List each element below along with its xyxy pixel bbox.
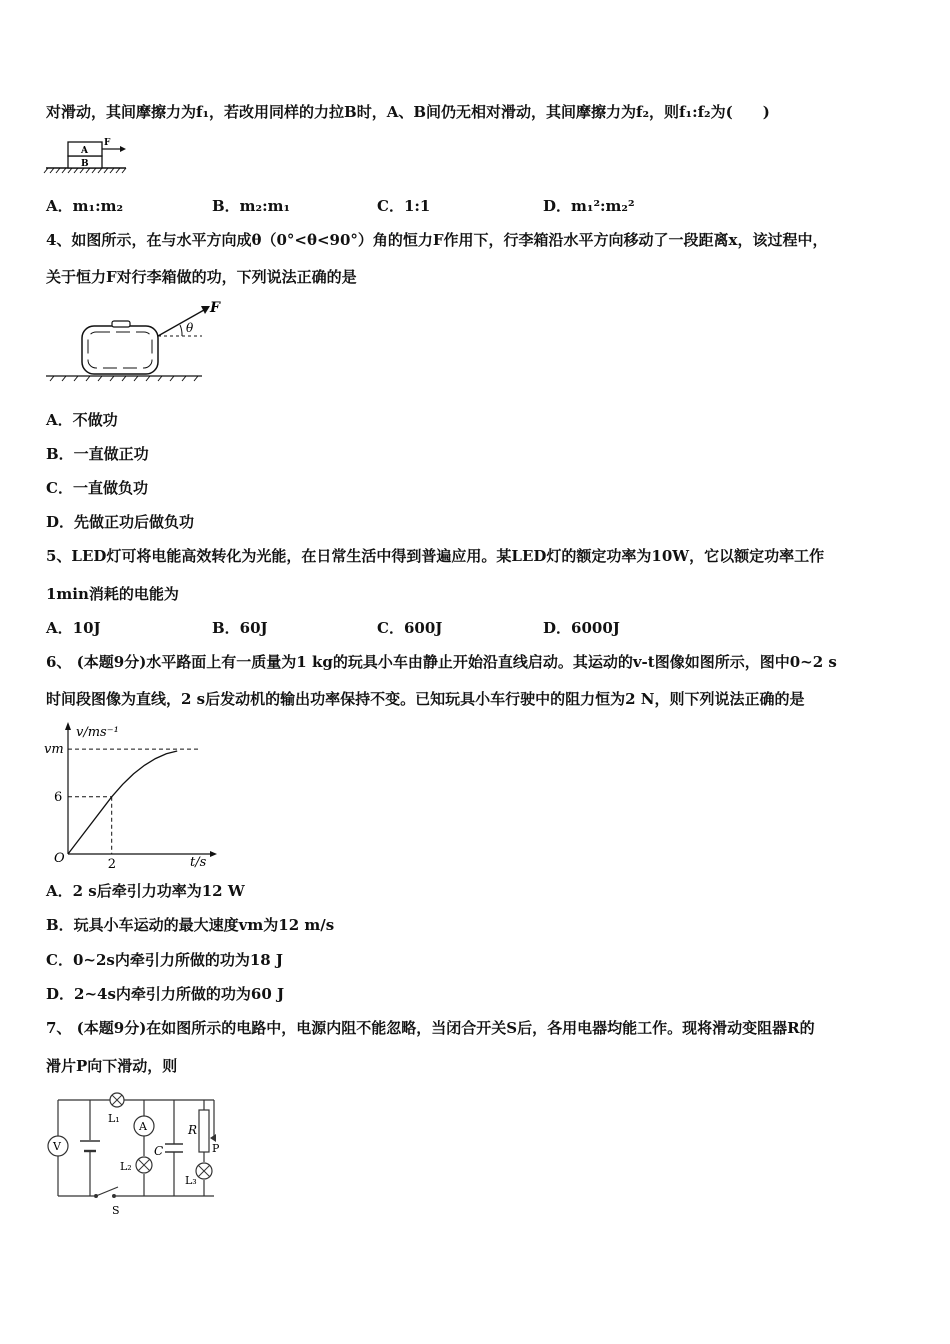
luggage-body	[82, 326, 158, 374]
q4-option-d[interactable]: D．先做正功后做负功	[46, 513, 195, 531]
q4-luggage-figure	[44, 296, 220, 386]
slider-p	[210, 1134, 216, 1142]
q5-option-c[interactable]: C．600J	[377, 619, 443, 637]
q5-stem-line2: 1min消耗的电能为	[46, 585, 179, 603]
q5-option-b[interactable]: B．60J	[212, 619, 268, 637]
q5-option-a[interactable]: A．10J	[46, 619, 101, 637]
label-force: F	[210, 300, 220, 316]
y-tick-label: 6	[54, 789, 63, 805]
q3-stem: 对滑动，其间摩擦力为f₁，若改用同样的力拉B时，A、B间仍无相对滑动，其间摩擦力为f₂，则f₁:f₂为( )	[46, 103, 770, 121]
capacitor-label: C	[154, 1144, 164, 1158]
label-a: A	[81, 146, 88, 156]
q6-option-a[interactable]: A．2 s后牵引力功率为12 W	[46, 882, 245, 900]
l1-label: L₁	[108, 1112, 120, 1125]
vm-label: vm	[44, 742, 64, 758]
ammeter-label: A	[139, 1120, 147, 1133]
q6-option-c[interactable]: C．0~2s内牵引力所做的功为18 J	[46, 951, 284, 969]
y-axis-label: v/ms⁻¹	[76, 725, 119, 740]
label-theta: θ	[186, 321, 194, 335]
q4-stem-line2: 关于恒力F对行李箱做的功，下列说法正确的是	[46, 268, 357, 286]
q4-option-c[interactable]: C．一直做负功	[46, 479, 148, 497]
slider-label: P	[212, 1142, 220, 1155]
q3-option-d[interactable]: D．m₁²:m₂²	[543, 197, 635, 215]
q3-block-figure	[44, 136, 134, 176]
q5-option-d[interactable]: D．6000J	[543, 619, 620, 637]
q3-option-a[interactable]: A．m₁:m₂	[46, 197, 124, 215]
voltmeter-label: V	[53, 1140, 61, 1153]
q7-stem-line2: 滑片P向下滑动，则	[46, 1057, 178, 1075]
label-f: F	[104, 138, 111, 148]
q5-stem-line1: 5、LED灯可将电能高效转化为光能，在日常生活中得到普遍应用。某LED灯的额定功率为10W，它以额定功率工作	[46, 547, 825, 565]
q6-stem-line2: 时间段图像为直线，2 s后发动机的输出功率保持不变。已知玩具小车行驶中的阻力恒为2 N，则下列说法正确的是	[46, 690, 805, 708]
q3-option-c[interactable]: C．1:1	[377, 197, 431, 215]
q6-vt-chart	[40, 716, 220, 872]
q6-option-d[interactable]: D．2~4s内牵引力所做的功为60 J	[46, 985, 285, 1003]
q6-option-b[interactable]: B．玩具小车运动的最大速度vm为12 m/s	[46, 916, 335, 934]
origin-label: O	[54, 851, 65, 866]
switch-label: S	[112, 1204, 120, 1217]
q6-stem-line1: 6、 (本题9分)水平路面上有一质量为1 kg的玩具小车由静止开始沿直线启动。其运动的v-t图像如图所示，图中0~2 s	[46, 653, 837, 671]
q7-stem-line1: 7、 (本题9分)在如图所示的电路中，电源内阻不能忽略，当闭合开关S后，各用电器均能工作。现将滑动变阻器R的	[46, 1019, 815, 1037]
x-tick-label: 2	[107, 857, 116, 872]
luggage-handle	[112, 321, 130, 327]
rheostat-label: R	[188, 1123, 198, 1137]
l2-label: L₂	[120, 1160, 132, 1173]
q7-circuit-figure	[44, 1090, 224, 1218]
l3-label: L₃	[185, 1174, 197, 1187]
q4-option-a[interactable]: A．不做功	[46, 411, 118, 429]
vt-curve	[68, 751, 177, 854]
label-b: B	[81, 159, 89, 169]
rheostat-r	[199, 1110, 209, 1152]
q4-stem-line1: 4、如图所示，在与水平方向成θ（0°<θ<90°）角的恒力F作用下，行李箱沿水平方向移动了一段距离x，该过程中，	[46, 231, 828, 249]
q4-option-b[interactable]: B．一直做正功	[46, 445, 149, 463]
q3-option-b[interactable]: B．m₂:m₁	[212, 197, 291, 215]
x-axis-label: t/s	[190, 855, 207, 870]
